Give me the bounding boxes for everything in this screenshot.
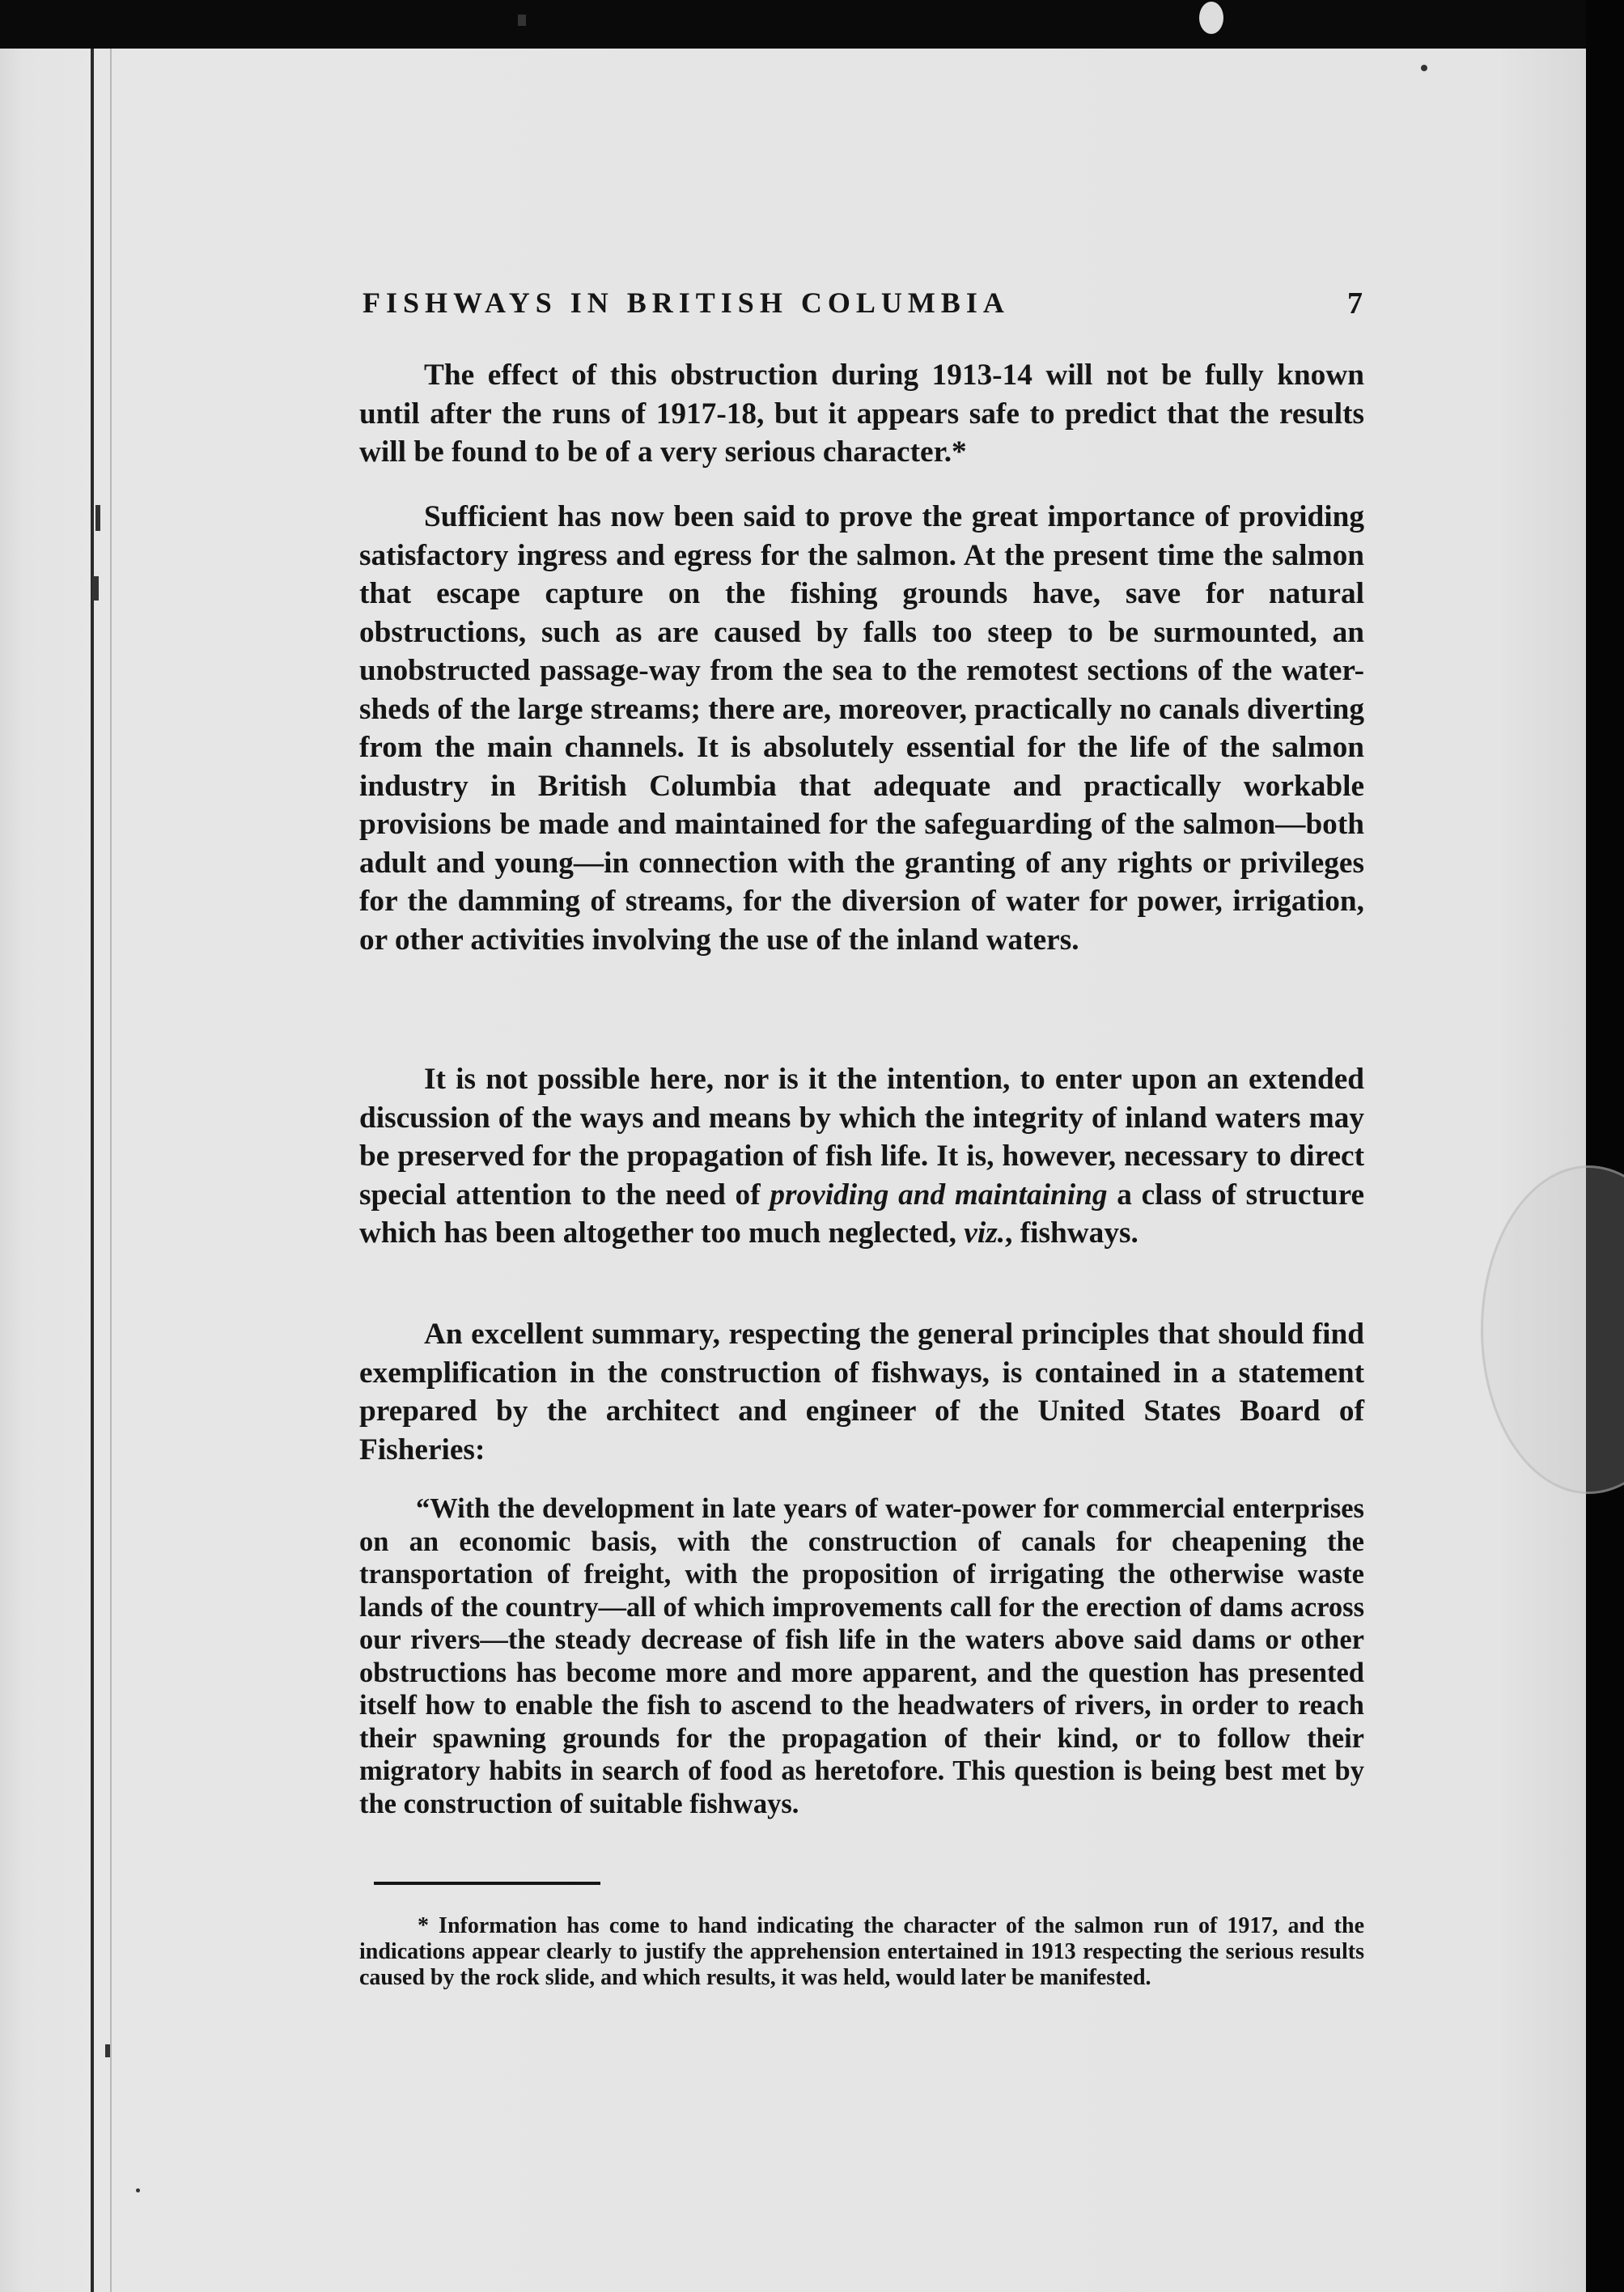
paragraph-3-part-2: a class of structure which has been altogether too much neglected, (359, 1178, 1365, 1250)
binding-shadow-line (91, 49, 94, 2292)
scan-speck (95, 505, 100, 531)
scan-speck (1199, 2, 1223, 34)
block-quote: “With the development in late years of water-power for commercial enterprises on an economic basis, with the construction of canals for cheapening the transportation of freight, with the proposition of irrigating the otherwise waste lands of the country—all of which improvements call for the erection of dams across our rivers—the steady decrease of fish life in the waters above said dams or other obstructions has become more and more apparent, and the question has presented itself how to enable the fish to ascend to the headwaters of rivers, in order to reach their spawning grounds for the propagation of their kind, or to follow their migratory habits in search of food as heretofore. This question is being best met by the construction of suitable fishways. (359, 1493, 1364, 1819)
running-head: FISHWAYS IN BRITISH COLUMBIA (363, 286, 1010, 319)
page-number: 7 (1347, 286, 1363, 320)
paragraph-2: Sufficient has now been said to prove the great importance of providing satisfactory ingress and egress for the salmon. At the present time the salmon that escape capture on the fishing grounds have, save for natural obstructions, such as are caused by falls too steep to be surmounted, an unobstructed passage-way from the sea to the remotest sections of the water-sheds of the large streams; there are, moreover, practically no canals diverting from the main channels. It is absolutely essential for the life of the salmon industry in British Columbia that adequate and practically workable provisions be made and maintained for the safeguarding of the salmon—both adult and young—in connection with the granting of any rights or privileges for the damming of streams, for the diversion of water for power, irrigation, or other activities involving the use of the inland waters. (359, 500, 1364, 957)
paragraph-3-part-1: It is not possible here, nor is it the intention, to enter upon an extended discussion of the ways and means by which the integrity of inland waters may be preserved for the propagation of fish life. It is, however, necessary to direct special attention to the need of (359, 1063, 1364, 1212)
paragraph-3 (359, 1060, 1364, 1253)
paragraph-3-part-3: , fishways. (1005, 1216, 1138, 1250)
scan-speck (136, 2188, 140, 2192)
scan-speck (92, 576, 99, 601)
footnote: * Information has come to hand indicating the character of the salmon run of 1917, and the indications appear clearly to justify the apprehension entertained in 1913 respecting the serious results caused by the rock slide, and which results, it was held, would later be manifested. (359, 1913, 1364, 1990)
viz-abbreviation: viz. (964, 1216, 1006, 1250)
scan-right-border (1586, 0, 1624, 2292)
footnote-divider (374, 1882, 600, 1885)
paragraph-1: The effect of this obstruction during 1913-14 will not be fully known until after the runs of 1917-18, but it appears safe to predict that the results will be found to be of a very serious character.* (359, 359, 1364, 469)
paragraph-4: An excellent summary, respecting the general principles that should find exemplification in the construction of fishways, is contained in a statement prepared by the architect and engineer of the United States Board of Fisheries: (359, 1318, 1364, 1466)
scan-top-border (0, 0, 1624, 49)
binding-edge-line (110, 49, 112, 2292)
scan-speck (518, 15, 526, 26)
scan-speck (1421, 65, 1427, 71)
scan-speck (105, 2044, 110, 2057)
emphasis-text: providing and maintaining (770, 1178, 1108, 1212)
